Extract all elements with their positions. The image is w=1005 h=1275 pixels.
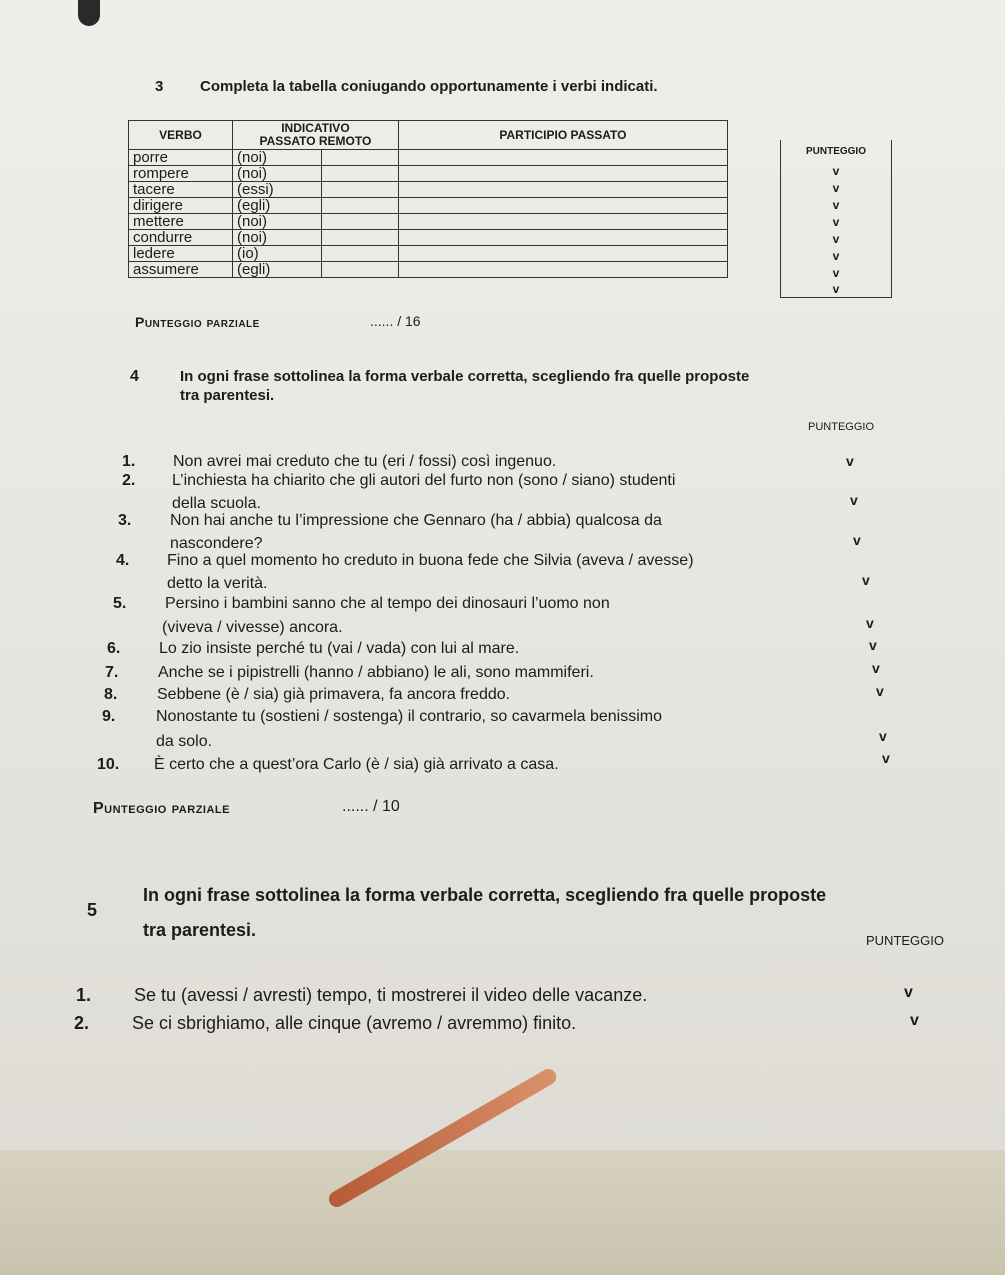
score-mark: v — [832, 266, 840, 280]
ex5-item-text: Se tu (avessi / avresti) tempo, ti mostrerei il video delle vacanze. — [134, 985, 648, 1005]
score-mark: v — [904, 984, 913, 1001]
table-row — [129, 150, 728, 166]
answer-cell-remoto[interactable] — [322, 230, 399, 246]
table-row — [129, 198, 728, 214]
table-row — [129, 262, 728, 278]
table-surface — [0, 1150, 1005, 1275]
header-passato-remoto: PASSATO REMOTO — [259, 134, 372, 148]
ex3-instruction: Completa la tabella coniugando opportunamente i verbi indicati. — [200, 78, 658, 95]
subject-cell: (noi) — [233, 230, 322, 246]
subject-cell: (io) — [233, 246, 322, 262]
answer-cell-participio[interactable] — [398, 214, 727, 230]
answer-cell-participio[interactable] — [398, 246, 727, 262]
table-header-row — [129, 121, 728, 150]
score-mark: v — [832, 198, 840, 212]
ex5-instruction-line2: tra parentesi. — [143, 920, 257, 940]
table-row — [129, 182, 728, 198]
ex4-item-text: Nonostante tu (sostieni / sostenga) il contrario, so cavarmela benissimo — [156, 708, 663, 725]
ex4-item-text: Persino i bambini sanno che al tempo dei dinosauri l’uomo non — [165, 595, 610, 612]
ex4-item-text-cont: da solo. — [156, 733, 213, 750]
ex4-score-title: PUNTEGGIO — [808, 421, 875, 433]
answer-cell-participio[interactable] — [398, 182, 727, 198]
verb-cell: porre — [129, 150, 233, 166]
subject-cell: (noi) — [233, 166, 322, 182]
answer-cell-participio[interactable] — [398, 150, 727, 166]
verb-cell: condurre — [129, 230, 233, 246]
verb-cell: tacere — [129, 182, 233, 198]
subject-cell: (essi) — [233, 182, 322, 198]
score-mark: v — [832, 181, 840, 195]
ex5-instruction-line1: In ogni frase sottolinea la forma verbale corretta, scegliendo fra quelle proposte — [143, 885, 827, 905]
verb-cell: rompere — [129, 166, 233, 182]
answer-cell-participio[interactable] — [398, 198, 727, 214]
header-indicativo-label: INDICATIVO — [281, 121, 350, 135]
score-mark: v — [832, 282, 840, 296]
ex3-score-box — [780, 140, 892, 298]
verb-cell: ledere — [129, 246, 233, 262]
score-mark: v — [832, 232, 840, 246]
ex4-item-text: Non avrei mai creduto che tu (eri / fossi) così ingenuo. — [173, 453, 557, 470]
ex4-partial-label: Punteggio parziale — [93, 800, 230, 817]
answer-cell-remoto[interactable] — [322, 214, 399, 230]
ex3-score-title: PUNTEGGIO — [805, 146, 866, 157]
ex4-item-text: Non hai anche tu l’impressione che Gennaro (ha / abbia) qualcosa da — [170, 512, 662, 529]
score-mark: v — [879, 728, 887, 744]
header-verbo: VERBO — [129, 121, 233, 150]
ex4-item-text-cont: detto la verità. — [167, 575, 268, 592]
verb-cell: mettere — [129, 214, 233, 230]
verb-cell: dirigere — [129, 198, 233, 214]
ex4-item-number: 10. — [97, 756, 120, 773]
ex4-number: 4 — [130, 368, 139, 385]
ex4-item-number: 4. — [116, 552, 130, 569]
header-indicativo — [233, 121, 399, 150]
score-mark: v — [882, 750, 890, 766]
ex3-number: 3 — [155, 78, 164, 95]
ex5-item-number: 2. — [74, 1013, 90, 1033]
subject-cell: (egli) — [233, 198, 322, 214]
ex4-instruction-line2: tra parentesi. — [180, 387, 275, 404]
answer-cell-remoto[interactable] — [322, 246, 399, 262]
score-mark: v — [832, 215, 840, 229]
verb-cell: assumere — [129, 262, 233, 278]
ex4-item-number: 8. — [104, 686, 118, 703]
score-mark: v — [832, 249, 840, 263]
ex4-item-text-cont: (viveva / vivesse) ancora. — [162, 619, 343, 636]
ex4-item-text: Lo zio insiste perché tu (vai / vada) con lui al mare. — [159, 640, 520, 657]
ex4-item-text: Anche se i pipistrelli (hanno / abbiano) le ali, sono mammiferi. — [158, 664, 594, 681]
score-mark: v — [832, 164, 840, 178]
ex4-item-text-cont: della scuola. — [172, 495, 261, 512]
ex4-item-text: È certo che a quest’ora Carlo (è / sia) già arrivato a casa. — [154, 756, 559, 773]
verbs-table — [128, 120, 728, 278]
score-mark: v — [869, 637, 877, 653]
score-mark: v — [866, 615, 874, 631]
ex3-partial-value: ...... / 16 — [370, 313, 421, 329]
answer-cell-participio[interactable] — [398, 166, 727, 182]
subject-cell: (noi) — [233, 150, 322, 166]
ex5-number: 5 — [87, 900, 98, 920]
ex4-item-number: 3. — [118, 512, 132, 529]
answer-cell-remoto[interactable] — [322, 166, 399, 182]
ex4-item-number: 7. — [105, 664, 119, 681]
ex5-score-title: PUNTEGGIO — [866, 933, 945, 948]
score-mark: v — [910, 1012, 919, 1029]
table-row — [129, 230, 728, 246]
ex4-item-text: Fino a quel momento ho creduto in buona fede che Silvia (aveva / avesse) — [167, 552, 694, 569]
ex4-item-number: 1. — [122, 453, 136, 470]
ex4-item-text: L’inchiesta ha chiarito che gli autori del furto non (sono / siano) studenti — [172, 472, 676, 489]
answer-cell-remoto[interactable] — [322, 150, 399, 166]
ex4-partial-value: ...... / 10 — [342, 798, 400, 815]
ex4-item-number: 2. — [122, 472, 136, 489]
answer-cell-remoto[interactable] — [322, 182, 399, 198]
ex4-item-text: Sebbene (è / sia) già primavera, fa ancora freddo. — [157, 686, 511, 703]
subject-cell: (egli) — [233, 262, 322, 278]
ex4-item-number: 9. — [102, 708, 116, 725]
ex3-partial-label: Punteggio parziale — [135, 314, 260, 330]
ex5-item-text: Se ci sbrighiamo, alle cinque (avremo / avremmo) finito. — [132, 1013, 577, 1033]
table-row — [129, 246, 728, 262]
ex4-instruction-line1: In ogni frase sottolinea la forma verbale corretta, scegliendo fra quelle proposte — [180, 368, 750, 385]
answer-cell-remoto[interactable] — [322, 262, 399, 278]
score-mark: v — [872, 660, 880, 676]
binder-clip — [78, 0, 100, 26]
answer-cell-participio[interactable] — [398, 262, 727, 278]
header-participio: PARTICIPIO PASSATO — [398, 121, 727, 150]
ex4-item-number: 6. — [107, 640, 121, 657]
score-mark: v — [862, 572, 870, 588]
score-mark: v — [853, 532, 861, 548]
score-mark: v — [850, 492, 858, 508]
table-row — [129, 166, 728, 182]
score-mark: v — [846, 453, 854, 469]
ex4-item-text-cont: nascondere? — [170, 535, 263, 552]
score-mark: v — [876, 683, 884, 699]
ex4-item-number: 5. — [113, 595, 127, 612]
table-row — [129, 214, 728, 230]
ex5-item-number: 1. — [76, 985, 92, 1005]
answer-cell-participio[interactable] — [398, 230, 727, 246]
subject-cell: (noi) — [233, 214, 322, 230]
answer-cell-remoto[interactable] — [322, 198, 399, 214]
